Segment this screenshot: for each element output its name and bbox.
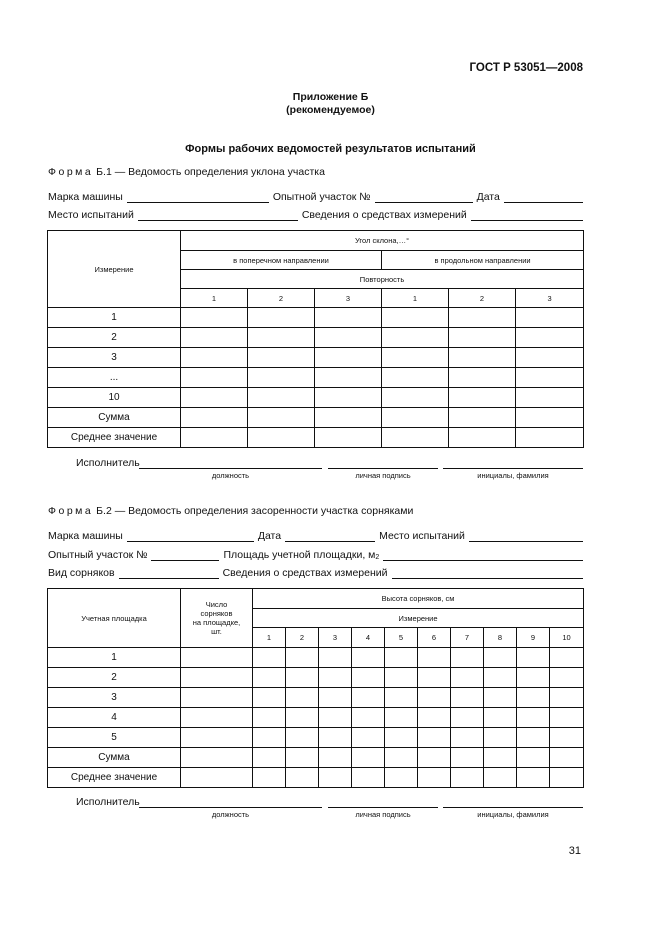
form1-machine-label: Марка машины: [48, 191, 123, 203]
table2-cell[interactable]: [352, 708, 385, 728]
table1-cell[interactable]: [315, 428, 382, 448]
table2-cell[interactable]: [352, 688, 385, 708]
table1-header-repeat: Повторность: [181, 270, 584, 289]
table2-cell[interactable]: [352, 728, 385, 748]
signature1-label: Исполнитель: [76, 457, 140, 469]
table1-row-label: Сумма: [48, 408, 181, 428]
table-row: [48, 388, 584, 408]
table1-cell[interactable]: [315, 368, 382, 388]
table2-cell[interactable]: [451, 688, 484, 708]
table2-cell[interactable]: [181, 768, 253, 788]
signature2-name-caption: инициалы, фамилия: [477, 810, 549, 819]
form2-machine-label: Марка машины: [48, 530, 123, 542]
table2-header-count-line: на площадке,: [192, 618, 241, 627]
table2-cell[interactable]: [286, 708, 319, 728]
table2-cell[interactable]: [319, 708, 352, 728]
table2-num: 10: [550, 628, 584, 648]
table1-cell[interactable]: [382, 388, 449, 408]
form2-weeds-label: Вид сорняков: [48, 567, 115, 579]
table2-cell[interactable]: [550, 728, 584, 748]
table1-cell[interactable]: [516, 388, 584, 408]
table1-cell[interactable]: [382, 428, 449, 448]
signature2-label: Исполнитель: [76, 796, 140, 808]
signature1-sign-field[interactable]: [328, 457, 438, 469]
table1-cell[interactable]: [449, 408, 516, 428]
table2-cell[interactable]: [451, 708, 484, 728]
form2-means-label: Сведения о средствах измерений: [222, 567, 388, 579]
table2-num: 6: [418, 628, 451, 648]
table2-row-label: 4: [48, 708, 181, 728]
form2-date-label: Дата: [257, 530, 282, 542]
signature1-position-field[interactable]: [139, 457, 322, 469]
table2-cell[interactable]: [484, 688, 517, 708]
appendix-subtitle: (рекомендуемое): [286, 104, 375, 116]
table2-cell[interactable]: [385, 668, 418, 688]
table2-cell[interactable]: [418, 668, 451, 688]
table1-cell[interactable]: [248, 328, 315, 348]
table1-row-label: 3: [48, 348, 181, 368]
table2-cell[interactable]: [418, 648, 451, 668]
table2-cell[interactable]: [451, 748, 484, 768]
table2-cell[interactable]: [385, 688, 418, 708]
table1-cell[interactable]: [248, 368, 315, 388]
table1-cell[interactable]: [449, 308, 516, 328]
form1-place-field[interactable]: [138, 209, 298, 221]
form2-plot-label: Опытный участок №: [48, 549, 148, 561]
table2-cell[interactable]: [253, 748, 286, 768]
table2-cell[interactable]: [418, 708, 451, 728]
table2-cell[interactable]: [286, 668, 319, 688]
table2-cell[interactable]: [385, 728, 418, 748]
table2-cell[interactable]: [517, 648, 550, 668]
table1-cell[interactable]: [181, 428, 248, 448]
form2-area-sup: 2: [375, 554, 380, 561]
table2-cell[interactable]: [517, 668, 550, 688]
table1-cell[interactable]: [315, 308, 382, 328]
table2-header-height: Высота сорняков, см: [253, 589, 584, 609]
table1-cell[interactable]: [449, 388, 516, 408]
table2-cell[interactable]: [484, 728, 517, 748]
table1-cell[interactable]: [315, 348, 382, 368]
table-row: [48, 748, 584, 768]
form2-table: [47, 588, 584, 788]
table2-cell[interactable]: [517, 748, 550, 768]
section-title: Формы рабочих ведомостей результатов испытаний: [185, 143, 476, 155]
table2-cell[interactable]: [451, 648, 484, 668]
table2-cell[interactable]: [181, 668, 253, 688]
signature2-name-field[interactable]: [443, 796, 583, 808]
table2-cell[interactable]: [550, 768, 584, 788]
table2-cell[interactable]: [451, 768, 484, 788]
table2-num: 2: [286, 628, 319, 648]
table2-cell[interactable]: [418, 768, 451, 788]
table1-cell[interactable]: [248, 428, 315, 448]
table-row: [48, 648, 584, 668]
table1-cell[interactable]: [449, 368, 516, 388]
signature2-position-caption: должность: [211, 810, 250, 819]
table1-cell[interactable]: [181, 348, 248, 368]
table1-cell[interactable]: [315, 408, 382, 428]
table1-num: 3: [516, 289, 584, 308]
table-row: [48, 668, 584, 688]
table2-cell[interactable]: [181, 728, 253, 748]
table2-cell[interactable]: [253, 728, 286, 748]
table1-cell[interactable]: [382, 348, 449, 368]
table1-cell[interactable]: [449, 428, 516, 448]
form1-plot-label: Опытной участок №: [272, 191, 371, 203]
table1-cell[interactable]: [516, 408, 584, 428]
form1-plot-field[interactable]: [375, 191, 473, 203]
table-row: [48, 728, 584, 748]
table2-cell[interactable]: [418, 688, 451, 708]
table-row: [48, 328, 584, 348]
table2-cell[interactable]: [286, 768, 319, 788]
table2-cell[interactable]: [286, 748, 319, 768]
table2-header-count: [181, 589, 253, 648]
table2-cell[interactable]: [253, 688, 286, 708]
table1-num: 2: [248, 289, 315, 308]
table1-cell[interactable]: [382, 408, 449, 428]
table2-cell[interactable]: [352, 648, 385, 668]
table2-cell[interactable]: [253, 768, 286, 788]
table2-cell[interactable]: [385, 748, 418, 768]
document-code: ГОСТ Р 53051—2008: [469, 62, 583, 74]
signature1-sign-caption: личная подпись: [355, 471, 411, 480]
table-row: [48, 708, 584, 728]
table2-cell[interactable]: [550, 708, 584, 728]
table2-header-count-line: сорняков: [200, 609, 233, 618]
table1-cell[interactable]: [315, 388, 382, 408]
table2-num: 4: [352, 628, 385, 648]
table2-cell[interactable]: [253, 708, 286, 728]
table2-num: 9: [517, 628, 550, 648]
table2-cell[interactable]: [451, 728, 484, 748]
table1-cell[interactable]: [181, 408, 248, 428]
table-row: [48, 428, 584, 448]
signature2-position-field[interactable]: [139, 796, 322, 808]
table2-cell[interactable]: [385, 768, 418, 788]
table1-cell[interactable]: [181, 308, 248, 328]
table1-cell[interactable]: [315, 328, 382, 348]
table2-cell[interactable]: [484, 708, 517, 728]
table2-cell[interactable]: [385, 708, 418, 728]
table2-cell[interactable]: [550, 688, 584, 708]
table1-cell[interactable]: [382, 368, 449, 388]
table-row: [48, 368, 584, 388]
form2-line3: [48, 567, 583, 579]
table2-row-label: 5: [48, 728, 181, 748]
table2-header-plot: Учетная площадка: [48, 589, 181, 648]
table2-cell[interactable]: [550, 648, 584, 668]
form2-weeds-field[interactable]: [119, 567, 219, 579]
signature1-name-caption: инициалы, фамилия: [477, 471, 549, 480]
table1-cell[interactable]: [516, 368, 584, 388]
table2-cell[interactable]: [517, 688, 550, 708]
table1-row-label: 1: [48, 308, 181, 328]
table2-cell[interactable]: [319, 748, 352, 768]
table1-cell[interactable]: [516, 308, 584, 328]
table2-num: 1: [253, 628, 286, 648]
table1-cell[interactable]: [382, 328, 449, 348]
form1-means-field[interactable]: [471, 209, 583, 221]
table2-cell[interactable]: [484, 748, 517, 768]
form2-line2: [48, 549, 583, 561]
table2-cell[interactable]: [181, 688, 253, 708]
table1-cell[interactable]: [181, 328, 248, 348]
table1-cell[interactable]: [248, 408, 315, 428]
form1-prefix: Форма: [48, 166, 94, 178]
table-row: [48, 308, 584, 328]
page-number: 31: [568, 845, 581, 857]
form2-place-label: Место испытаний: [379, 530, 465, 542]
table2-cell[interactable]: [253, 668, 286, 688]
form2-plot-field[interactable]: [151, 549, 219, 561]
table1-cell[interactable]: [181, 388, 248, 408]
form2-area-field[interactable]: [383, 549, 583, 561]
table1-cell[interactable]: [516, 428, 584, 448]
table2-row-label: Среднее значение: [48, 768, 181, 788]
form2-machine-field[interactable]: [127, 530, 254, 542]
table2-num: 3: [319, 628, 352, 648]
form1-means-label: Сведения о средствах измерений: [301, 209, 467, 221]
signature1-position-caption: должность: [211, 471, 250, 480]
table1-cell[interactable]: [248, 388, 315, 408]
table2-cell[interactable]: [517, 728, 550, 748]
table1-cell[interactable]: [248, 348, 315, 368]
table2-cell[interactable]: [517, 768, 550, 788]
table1-num: 1: [382, 289, 449, 308]
table2-cell[interactable]: [319, 648, 352, 668]
table2-num: 7: [451, 628, 484, 648]
form2-place-field[interactable]: [469, 530, 583, 542]
table2-header-count-line: Число: [205, 600, 228, 609]
table2-cell[interactable]: [418, 748, 451, 768]
table-row: [48, 768, 584, 788]
table2-cell[interactable]: [484, 668, 517, 688]
table-row: [48, 688, 584, 708]
signature2-sign-caption: личная подпись: [355, 810, 411, 819]
table1-cell[interactable]: [516, 348, 584, 368]
table2-cell[interactable]: [319, 668, 352, 688]
table2-cell[interactable]: [418, 728, 451, 748]
table1-cell[interactable]: [516, 328, 584, 348]
form2-line1: [48, 530, 583, 542]
table2-num: 5: [385, 628, 418, 648]
table1-row-label: 2: [48, 328, 181, 348]
table2-cell[interactable]: [181, 748, 253, 768]
form1-line1: [48, 191, 583, 203]
signature1-name-field[interactable]: [443, 457, 583, 469]
table2-cell[interactable]: [352, 748, 385, 768]
table1-row-label: 10: [48, 388, 181, 408]
form1-place-label: Место испытаний: [48, 209, 134, 221]
form2-means-field[interactable]: [392, 567, 583, 579]
table2-cell[interactable]: [484, 768, 517, 788]
table1-cell[interactable]: [382, 308, 449, 328]
table1-row-label: Среднее значение: [48, 428, 181, 448]
table2-cell[interactable]: [319, 688, 352, 708]
table1-cell[interactable]: [449, 328, 516, 348]
appendix-title: Приложение Б: [292, 91, 369, 103]
table2-row-label: 3: [48, 688, 181, 708]
table2-num: 8: [484, 628, 517, 648]
table1-header-measure: Измерение: [48, 231, 181, 308]
form2-prefix: Форма: [48, 505, 94, 517]
table2-cell[interactable]: [550, 748, 584, 768]
table1-num: 3: [315, 289, 382, 308]
table2-cell[interactable]: [319, 728, 352, 748]
table1-cell[interactable]: [181, 368, 248, 388]
form1-table: [47, 230, 584, 448]
form1-title-text: Б.1 — Ведомость определения уклона участка: [96, 166, 325, 178]
signature2-sign-field[interactable]: [328, 796, 438, 808]
table2-cell[interactable]: [550, 668, 584, 688]
form2-title: [48, 505, 413, 517]
table2-cell[interactable]: [517, 708, 550, 728]
table1-header-angle: Угол склона,…°: [181, 231, 584, 251]
form2-title-text: Б.2 — Ведомость определения засоренности участка сорняками: [96, 505, 414, 517]
table1-num: 2: [449, 289, 516, 308]
table1-cell[interactable]: [248, 308, 315, 328]
form1-title: [48, 166, 325, 178]
table1-header-cross: в поперечном направлении: [181, 251, 382, 270]
form2-area-label: Площадь учетной площадки, м: [223, 549, 376, 561]
table1-cell[interactable]: [449, 348, 516, 368]
table2-cell[interactable]: [484, 648, 517, 668]
form1-date-field[interactable]: [504, 191, 583, 203]
table2-cell[interactable]: [352, 668, 385, 688]
table2-header-measure: Измерение: [253, 609, 584, 628]
table2-cell[interactable]: [319, 768, 352, 788]
table2-cell[interactable]: [352, 768, 385, 788]
table2-cell[interactable]: [286, 728, 319, 748]
table2-cell[interactable]: [181, 648, 253, 668]
form1-date-label: Дата: [476, 191, 500, 203]
form1-line2: [48, 209, 583, 221]
table2-cell[interactable]: [181, 708, 253, 728]
table2-row-label: 1: [48, 648, 181, 668]
table2-cell[interactable]: [385, 648, 418, 668]
table1-row-label: ...: [48, 368, 181, 388]
table2-row-label: Сумма: [48, 748, 181, 768]
table2-cell[interactable]: [253, 648, 286, 668]
table2-cell[interactable]: [286, 688, 319, 708]
table2-header-count-line: шт.: [211, 627, 222, 636]
table-row: [48, 408, 584, 428]
table2-cell[interactable]: [451, 668, 484, 688]
form2-date-field[interactable]: [285, 530, 375, 542]
form1-machine-field[interactable]: [127, 191, 269, 203]
table2-cell[interactable]: [286, 648, 319, 668]
table1-header-longitudinal: в продольном направлении: [382, 251, 584, 270]
table-row: [48, 348, 584, 368]
table1-num: 1: [181, 289, 248, 308]
table2-row-label: 2: [48, 668, 181, 688]
